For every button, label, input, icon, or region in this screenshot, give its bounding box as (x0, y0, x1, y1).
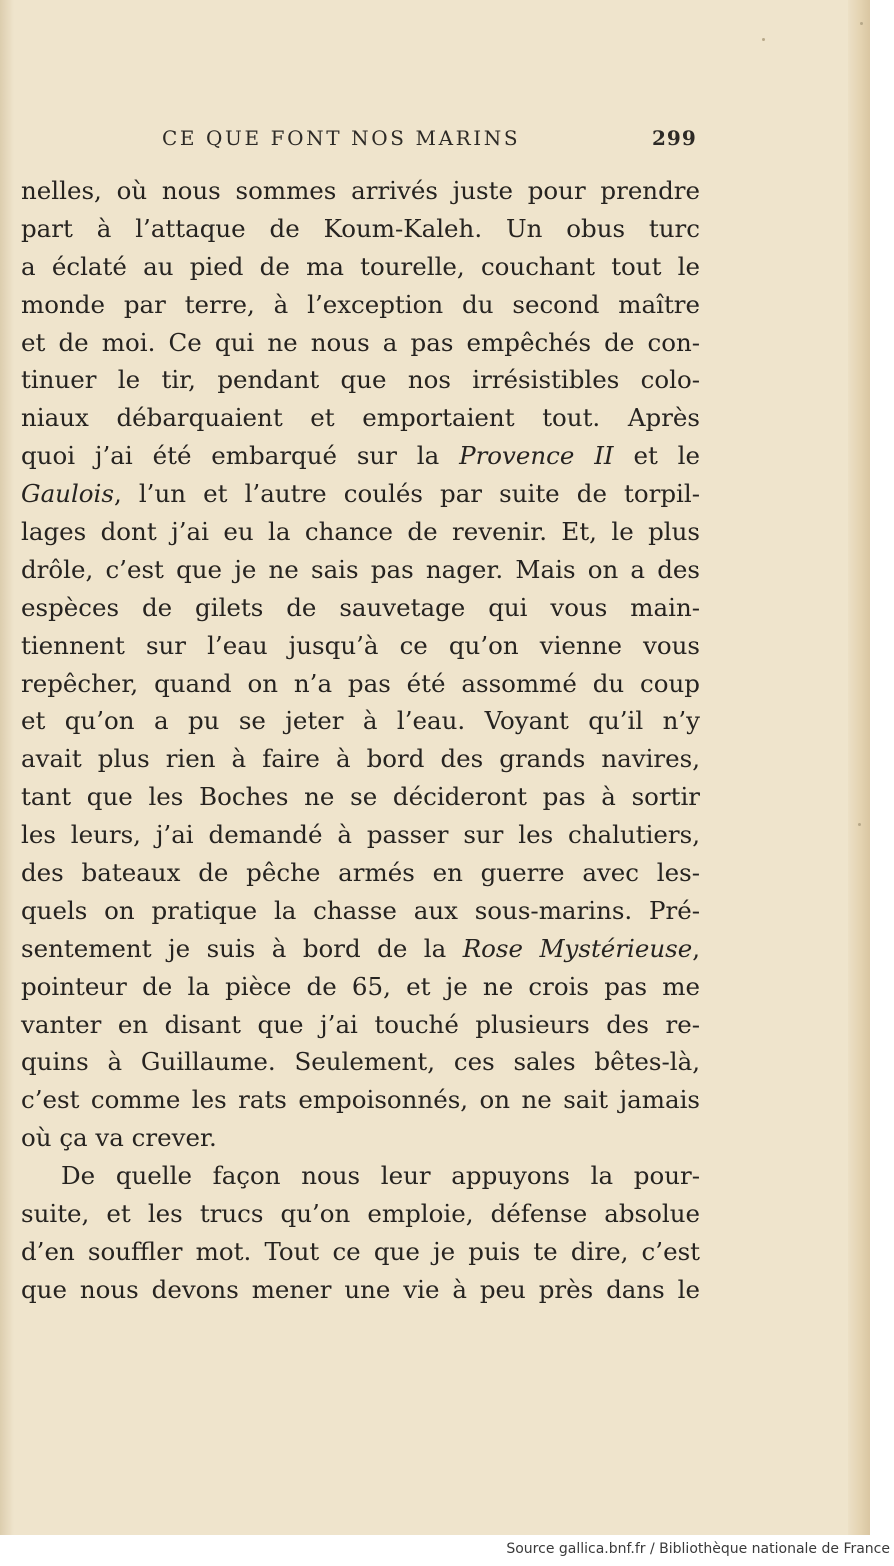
text-line: les leurs, j’ai demandé à passer sur les chalutiers, (21, 820, 700, 850)
text-line: niaux débarquaient et emportaient tout. Après (21, 403, 700, 433)
text-line: a éclaté au pied de ma tourelle, couchant tout le (21, 251, 700, 281)
paper-speck (762, 38, 765, 41)
text-line: tiennent sur l’eau jusqu’à ce qu’on vienne vous (21, 630, 700, 660)
text-line: tinuer le tir, pendant que nos irrésistibles colo- (21, 365, 700, 395)
text-segment: sentement je suis à bord de la (21, 933, 463, 963)
page-number: 299 (652, 126, 697, 150)
paragraph-last-line: où ça va crever. (21, 1123, 217, 1153)
text-line: part à l’attaque de Koum-Kaleh. Un obus turc (21, 213, 700, 243)
text-line: drôle, c’est que je ne sais pas nager. Mais on a des (21, 554, 700, 584)
text-line: quins à Guillaume. Seulement, ces sales bêtes-là, (21, 1047, 700, 1077)
text-line (21, 930, 700, 968)
page-edge (848, 0, 870, 1535)
text-segment: quoi j’ai été embarqué sur la (21, 441, 460, 471)
text-line: repêcher, quand on n’a pas été assommé du coup (21, 668, 700, 698)
text-line: pointeur de la pièce de 65, et je ne crois pas me (21, 971, 700, 1001)
body-text (21, 172, 700, 1309)
text-line (21, 475, 700, 513)
running-title: CE QUE FONT NOS MARINS (162, 126, 521, 150)
text-line: et qu’on a pu se jeter à l’eau. Voyant qu’il n’y (21, 706, 700, 736)
running-head (0, 124, 894, 154)
text-line: suite, et les trucs qu’on emploie, défense absolue (21, 1199, 700, 1229)
text-segment: et le (613, 441, 700, 471)
text-segment: , l’un et l’autre coulés par suite de torpil- (113, 479, 700, 509)
text-line: d’en souffler mot. Tout ce que je puis te dire, c’est (21, 1236, 700, 1266)
paper-speck (858, 823, 861, 826)
binding-shadow (0, 0, 14, 1535)
ship-name-rose-mysterieuse: Rose Mystérieuse (462, 933, 693, 963)
text-line: monde par terre, à l’exception du second maître (21, 289, 700, 319)
text-line: des bateaux de pêche armés en guerre avec les- (21, 858, 700, 888)
text-line: quels on pratique la chasse aux sous-marins. Pré- (21, 895, 700, 925)
text-line: avait plus rien à faire à bord des grands navires, (21, 744, 700, 774)
paper-speck (860, 22, 863, 25)
ship-name-gaulois: Gaulois (21, 479, 114, 509)
paragraph-first-line: De quelle façon nous leur appuyons la pour- (61, 1161, 700, 1191)
text-line: espèces de gilets de sauvetage qui vous main- (21, 592, 700, 622)
text-line: vanter en disant que j’ai touché plusieurs des re- (21, 1009, 700, 1039)
text-line: nelles, où nous sommes arrivés juste pour prendre (21, 176, 700, 205)
ship-name-provence: Provence II (459, 441, 614, 471)
text-line: et de moi. Ce qui ne nous a pas empêchés de con- (21, 327, 700, 357)
text-line (21, 437, 700, 475)
text-line: tant que les Boches ne se décideront pas à sortir (21, 782, 700, 812)
text-line: lages dont j’ai eu la chance de revenir. Et, le plus (21, 517, 700, 547)
text-segment: , (692, 933, 700, 963)
text-line: que nous devons mener une vie à peu près dans le (21, 1274, 700, 1304)
text-line: c’est comme les rats empoisonnés, on ne sait jamais (21, 1085, 700, 1115)
source-credit: Source gallica.bnf.fr / Bibliothèque nationale de France (506, 1541, 890, 1557)
